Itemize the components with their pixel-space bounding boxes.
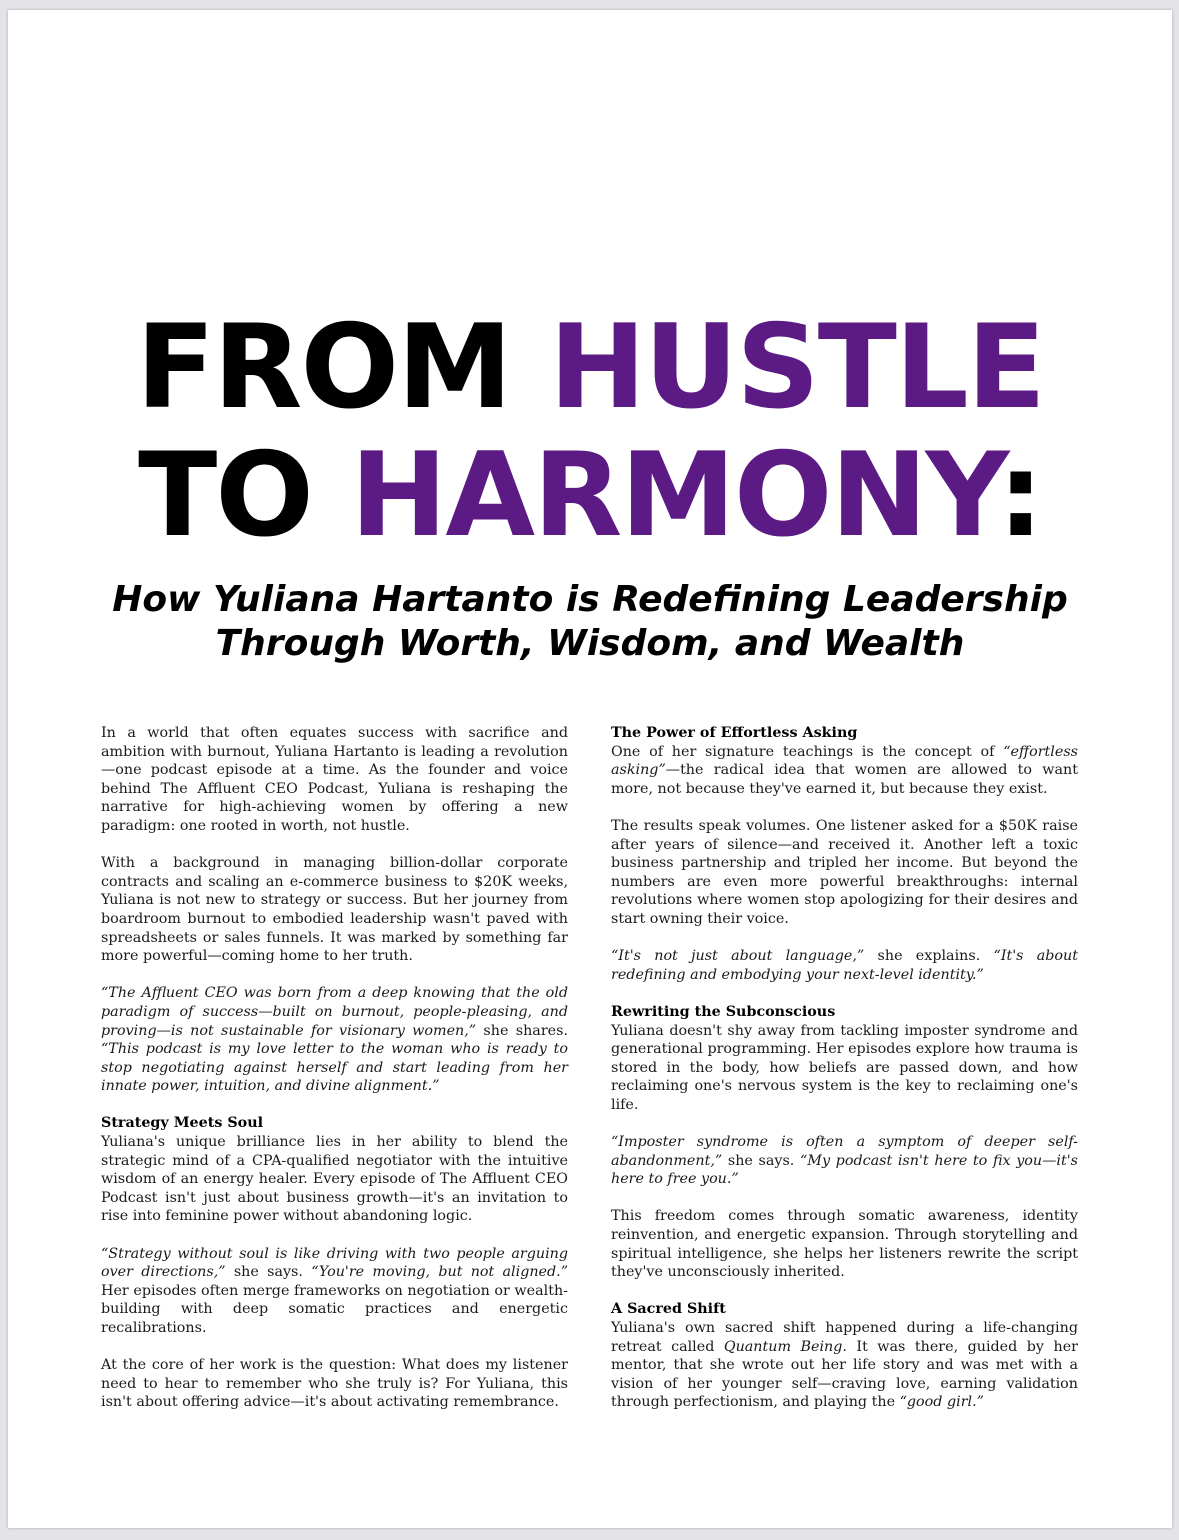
quote: “good girl.”	[899, 1394, 984, 1411]
origin-quote-paragraph	[101, 984, 568, 1096]
core-question-paragraph: At the core of her work is the question: What does my listener need to hear to remember who she truly is? For Yuliana, this isn't about offering advice—it's about activating remembrance.	[101, 1357, 568, 1411]
subconscious-paragraph: Yuliana doesn't shy away from tackling imposter syndrome and generational programming. Her episodes explore how trauma is stored in the body, how beliefs are passed down, and how reclaiming one's nervous system is the key to reclaiming one's life.	[611, 1022, 1078, 1113]
quote: “It's about redefining and embodying your next-level identity.”	[611, 948, 1078, 983]
quote: “effortless asking”	[611, 743, 1078, 779]
subtitle	[8, 578, 1172, 666]
right-column	[611, 724, 1078, 1431]
body-text: One of her signature teachings is the concept of	[611, 743, 1004, 760]
quote: “You're moving, but not aligned.”	[311, 1264, 569, 1281]
subtitle-name: Yuliana Hartanto	[212, 579, 554, 620]
body-text: —the radical idea that women are allowed to want more, not because they've earned it, but because they exist.	[611, 762, 1078, 797]
magazine-page	[8, 10, 1172, 1528]
section-heading-effortless-asking: The Power of Effortless Asking	[611, 725, 858, 741]
imposter-quote-paragraph	[611, 1133, 1078, 1189]
quote: “It's not just about language,”	[611, 948, 865, 965]
strategy-quote-paragraph	[101, 1245, 568, 1338]
left-column	[101, 724, 568, 1431]
results-paragraph: The results speak volumes. One listener asked for a $50K raise after years of silence—and received it. Another left a toxic business partnership and tripled her income. But beyond the numbers are even more powerful breakthroughs: internal revolutions where women stop apologizing for their desires and start owning their voice.	[611, 817, 1078, 927]
attribution: she explains.	[864, 948, 994, 965]
headline-word-from: FROM	[135, 300, 511, 435]
headline-word-hustle: HUSTLE	[548, 300, 1045, 435]
section-heading-subconscious: Rewriting the Subconscious	[611, 1003, 836, 1020]
quote: “This podcast is my love letter to the woman who is ready to stop negotiating against herself and start leading from her innate power, intuition, and divine alignment.”	[101, 1041, 568, 1095]
headline-line-2	[8, 428, 1172, 563]
quote: “Strategy without soul is like driving with two people arguing over directions,”	[101, 1245, 568, 1281]
headline-word-to: TO	[138, 428, 312, 563]
section-heading-strategy: Strategy Meets Soul	[101, 1115, 264, 1132]
attribution: she says.	[225, 1264, 312, 1281]
quote: “My podcast isn't here to fix you—it's here to free you.”	[611, 1152, 1078, 1188]
subtitle-line-2: Through Worth, Wisdom, and Wealth	[215, 623, 965, 664]
headline-line-1	[8, 300, 1172, 435]
quote: “The Affluent CEO was born from a deep knowing that the old paradigm of success—built on burnout, people-pleasing, and proving—is not sustainable for visionary women,”	[101, 985, 568, 1039]
effortless-asking-paragraph	[611, 743, 1078, 799]
subtitle-pre: How	[112, 579, 213, 620]
strategy-paragraph: Yuliana's unique brilliance lies in her ability to blend the strategic mind of a CPA-qualified negotiator with the intuitive wisdom of an energy healer. Every episode of The Affluent CEO Podcast isn't just about business growth—it's an invitation to rise into feminine power without abandoning logic.	[101, 1134, 568, 1225]
attribution: she says.	[722, 1152, 800, 1169]
attribution: she shares.	[476, 1022, 569, 1039]
retreat-name: Quantum Being	[723, 1338, 843, 1355]
body-text: . It was there, guided by her mentor, that she wrote out her life story and was met with a vision of her younger self—craving love, earning validation through perfectionism, and playing the	[611, 1338, 1078, 1411]
background-paragraph: With a background in managing billion-dollar corporate contracts and scaling an e-commerce business to $20K weeks, Yuliana is not new to strategy or success. But her journey from boardroom burnout to embodied leadership wasn't paved with spreadsheets or sales funnels. It was marked by something far more powerful—coming home to her truth.	[101, 855, 568, 965]
body-text: Yuliana's own sacred shift happened during a life-changing retreat called	[611, 1320, 1078, 1355]
language-quote-paragraph	[611, 947, 1078, 984]
section-heading-sacred-shift: A Sacred Shift	[611, 1301, 726, 1318]
subtitle-post: is Redefining Leadership	[553, 579, 1068, 620]
quote: “Imposter syndrome is often a symptom of deeper self-abandonment,”	[611, 1134, 1078, 1169]
freedom-paragraph: This freedom comes through somatic awareness, identity reinvention, and energetic expansion. Through storytelling and spiritual intelligence, she helps her listeners rewrite the script they've unconsciously inherited.	[611, 1208, 1078, 1281]
intro-paragraph: In a world that often equates success with sacrifice and ambition with burnout, Yuliana Hartanto is leading a revolution—one podcast episode at a time. As the founder and voice behind The Affluent CEO Podcast, Yuliana is reshaping the narrative for high-achieving women by offering a new paradigm: one rooted in worth, not hustle.	[101, 725, 568, 834]
sacred-shift-paragraph	[611, 1319, 1078, 1412]
headline-word-harmony: HARMONY	[350, 428, 998, 563]
headline-colon: :	[997, 428, 1042, 563]
body-text: Her episodes often merge frameworks on negotiation or wealth-building with deep somatic practices and energetic recalibrations.	[101, 1282, 568, 1336]
